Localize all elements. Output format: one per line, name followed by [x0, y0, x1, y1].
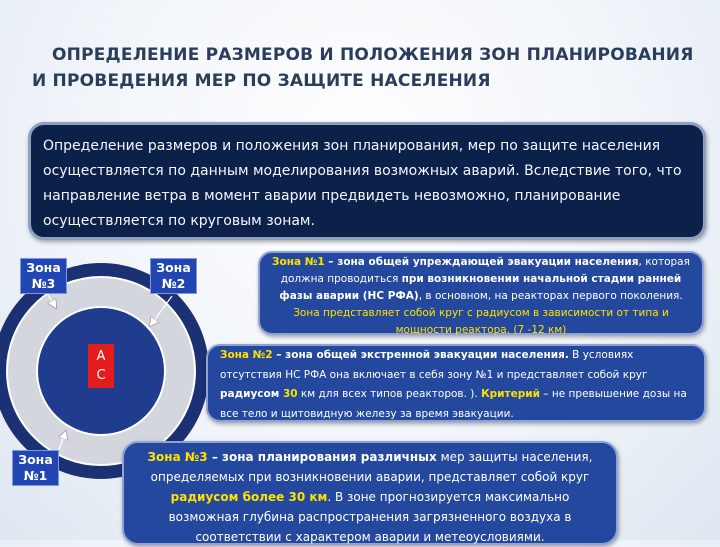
- zone1-label-number: №1: [23, 468, 48, 483]
- zone2-label-word: Зона: [156, 260, 191, 275]
- zone3-label: [20, 258, 67, 294]
- zone3-info-text: мер защиты населения, определяемых при возникновении аварии, представляет собой круг: [150, 450, 593, 484]
- zone3-label-number: №3: [31, 276, 56, 291]
- zone1-info-heading: Зона №1: [272, 256, 325, 268]
- as-letter-a: А: [96, 349, 106, 364]
- zone2-info-radius-value: 30: [279, 388, 298, 400]
- zone1-info-definition: – зона общей упреждающей эвакуации населения: [324, 256, 639, 268]
- intro-panel: Определение размеров и положения зон планирования, мер по защите населения осуществляется по данным моделирования возможных аварий. Вследствие того, что направление ветра в момент аварии предвидеть невозможно, планирование осуществляется по круговым зонам.: [28, 122, 706, 240]
- zone2-info-panel: [206, 344, 706, 422]
- zone1-label: [12, 450, 59, 486]
- zone3-info-heading: Зона №3: [147, 450, 208, 464]
- zone2-info-definition: – зона общей экстренной эвакуации населения.: [272, 349, 569, 361]
- as-letter-s: С: [96, 368, 106, 383]
- zone3-info-radius: радиусом более 30 км: [170, 490, 328, 504]
- zone3-info-text-2: . В зоне прогнозируется максимально возможная глубина распространения загрязненного воздуха в соответствии с характером аварии и метеоусловиями.: [168, 490, 572, 544]
- title-line-1: ОПРЕДЕЛЕНИЕ РАЗМЕРОВ И ПОЛОЖЕНИЯ ЗОН ПЛАНИРОВАНИЯ: [52, 45, 694, 65]
- zone1-info-panel: [258, 251, 704, 335]
- zone1-label-word: Зона: [18, 452, 53, 467]
- zone2-label-number: №2: [161, 276, 186, 291]
- zone2-info-heading: Зона №2: [220, 349, 273, 361]
- zone1-info-condition: при возникновении начальной стадии ранней фазы аварии (НС РФА): [279, 273, 682, 302]
- zone3-info-panel: [122, 441, 618, 545]
- zone1-info-radius: Зона представляет собой круг с радиусом в зависимости от типа и мощности реактора.: [293, 307, 669, 336]
- zone2-info-text-2: км для всех типов реакторов. ).: [297, 388, 482, 400]
- zone3-info-definition: – зона планирования различных: [207, 450, 437, 464]
- zone3-label-word: Зона: [26, 260, 61, 275]
- zone2-info-criterion: Критерий: [481, 388, 540, 400]
- zone1-info-text-2: , в основном, на реакторах первого поколения.: [418, 290, 683, 302]
- zone2-label: [150, 258, 197, 294]
- zone2-info-radius-word: радиусом: [220, 388, 280, 400]
- title-line-2: И ПРОВЕДЕНИЯ МЕР ПО ЗАЩИТЕ НАСЕЛЕНИЯ: [32, 71, 491, 91]
- zone2-info-text-3: – не превышение дозы на все тело и щитовидную железу за время эвакуации.: [220, 388, 687, 420]
- accident-source-box: [88, 344, 114, 388]
- zone1-info-text: , которая должна проводиться: [280, 256, 690, 285]
- zone2-info-text: В условиях отсутствия НС РФА она включает в себя зону №1 и представляет собой круг: [220, 349, 648, 381]
- zone1-info-distance: (7 -12 км): [510, 324, 567, 336]
